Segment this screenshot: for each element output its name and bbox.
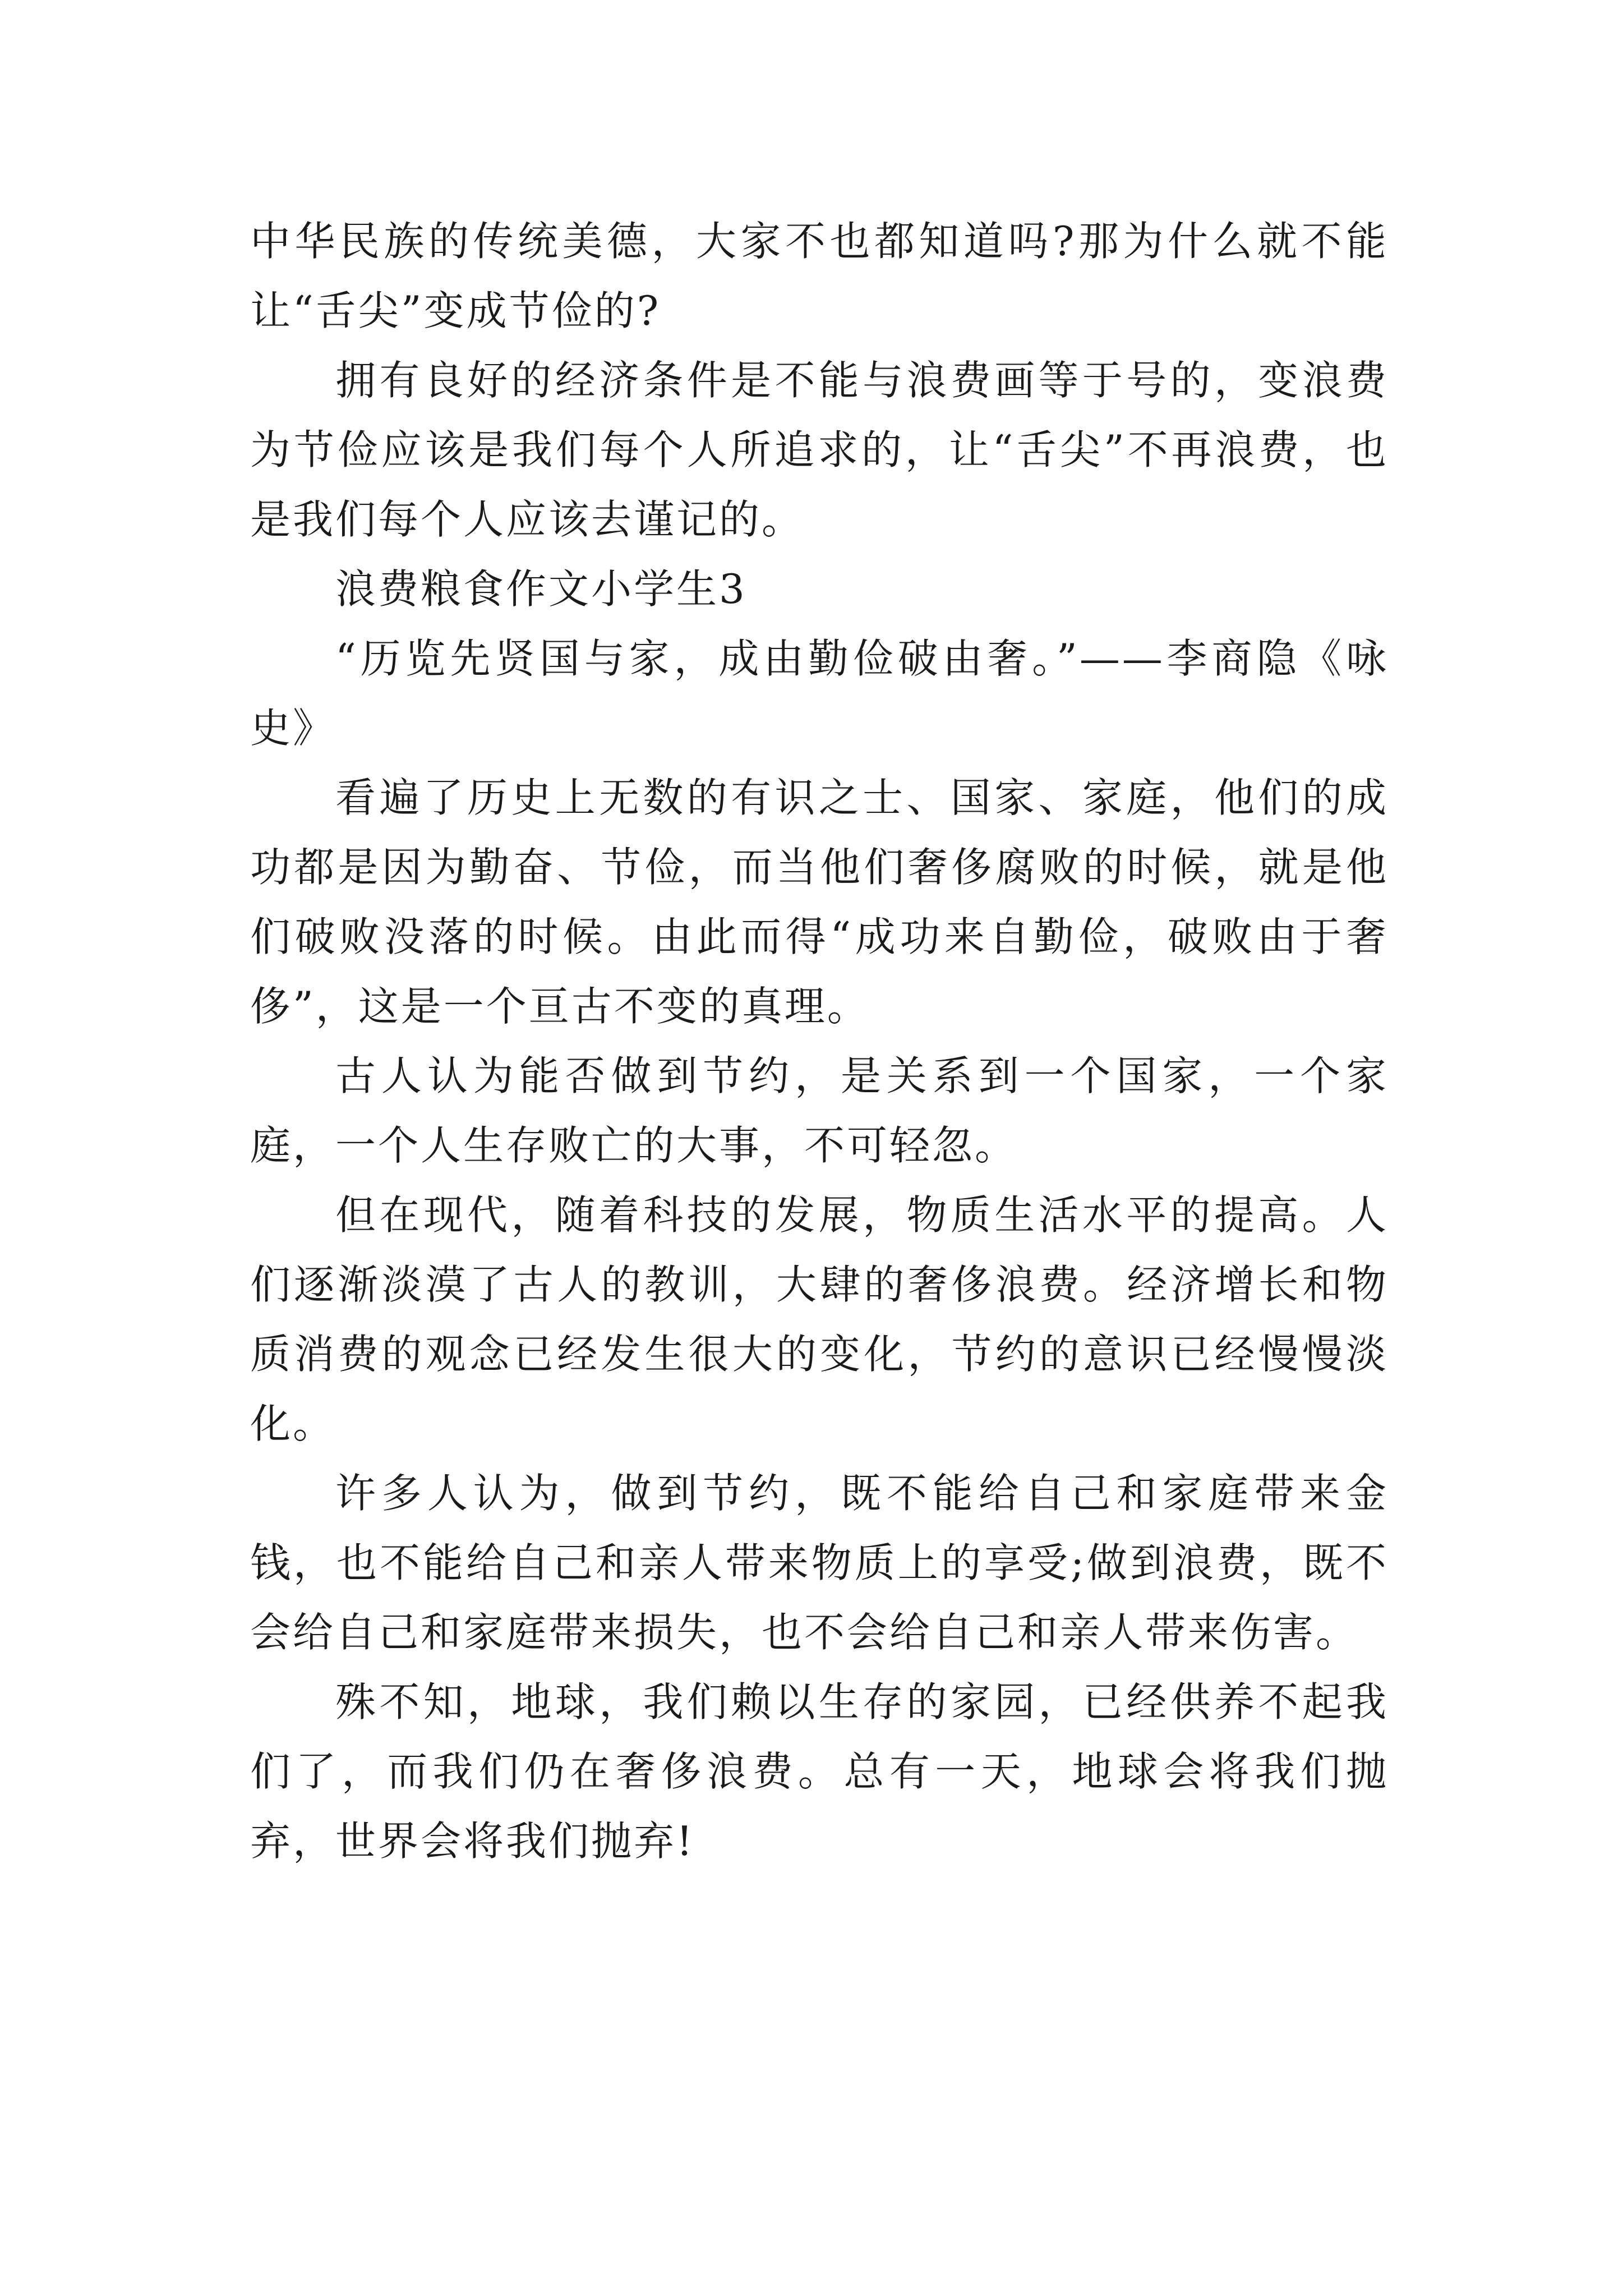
body-text	[250, 206, 1389, 1876]
paragraph: 殊不知，地球，我们赖以生存的家园，已经供养不起我们了，而我们仍在奢侈浪费。总有一天，地球会将我们抛弃，世界会将我们抛弃!	[250, 1678, 1389, 1865]
paragraph: 古人认为能否做到节约，是关系到一个国家，一个家庭，一个人生存败亡的大事，不可轻忽。	[250, 1052, 1389, 1169]
paragraph: 中华民族的传统美德，大家不也都知道吗?那为什么就不能让“舌尖”变成节俭的?	[250, 218, 1389, 334]
paragraph: 看遍了历史上无数的有识之士、国家、家庭，他们的成功都是因为勤奋、节俭，而当他们奢侈腐败的时候，就是他们破败没落的时候。由此而得“成功来自勤俭，破败由于奢侈”，这是一个亘古不变的真理。	[250, 774, 1389, 1030]
quote-paragraph: “历览先贤国与家，成由勤俭破由奢。”——李商隐《咏史》	[250, 635, 1389, 752]
paragraph: 许多人认为，做到节约，既不能给自己和家庭带来金钱，也不能给自己和亲人带来物质上的享受;做到浪费，既不会给自己和家庭带来损失，也不会给自己和亲人带来伤害。	[250, 1470, 1389, 1656]
paragraph: 但在现代，随着科技的发展，物质生活水平的提高。人们逐渐淡漠了古人的教训，大肆的奢侈浪费。经济增长和物质消费的观念已经发生很大的变化，节约的意识已经慢慢淡化。	[250, 1191, 1389, 1447]
paragraph: 拥有良好的经济条件是不能与浪费画等于号的，变浪费为节俭应该是我们每个人所追求的，让“舌尖”不再浪费，也是我们每个人应该去谨记的。	[250, 357, 1389, 543]
section-heading: 浪费粮食作文小学生3	[335, 565, 747, 613]
